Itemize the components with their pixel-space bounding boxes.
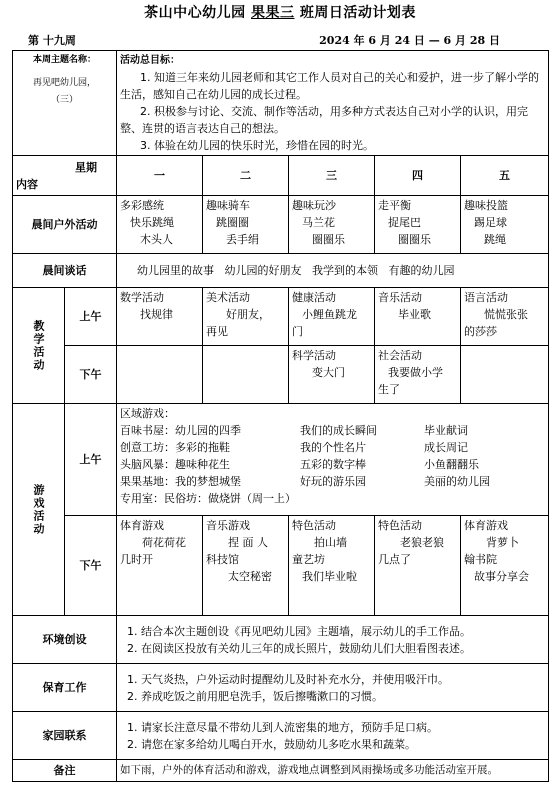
day-tue: 二 xyxy=(203,156,289,196)
games-pm-row xyxy=(13,516,549,616)
outdoor-item: 圈圈乐 xyxy=(398,233,432,246)
area-item: 毕业献词 xyxy=(424,424,469,437)
games-pm-thu xyxy=(375,516,461,616)
game-name: 几时开 xyxy=(120,553,154,566)
teaching-pm-wed xyxy=(289,346,375,404)
games-label-text: 游戏活动 xyxy=(32,483,45,536)
home-item: 1. 请家长注意尽量不带幼儿到人流密集的地方，预防手足口病。 xyxy=(127,720,439,734)
outdoor-mon xyxy=(117,196,203,254)
environment-row xyxy=(13,616,549,664)
teaching-am-thu xyxy=(375,288,461,346)
game-name: 几点了 xyxy=(378,553,412,566)
home-item: 2. 请您在家多给幼儿喝白开水，鼓励幼儿多吃水果和蔬菜。 xyxy=(127,737,417,751)
care-item: 2. 养成吃饭之前用肥皂洗手，饭后擦嘴漱口的习惯。 xyxy=(127,689,384,703)
care-label: 保育工作 xyxy=(13,664,117,712)
game-name: 科技馆 xyxy=(206,553,240,566)
teaching-pm-thu xyxy=(375,346,461,404)
area-item: 好玩的游乐园 xyxy=(300,475,367,488)
area-games-cell xyxy=(117,404,549,516)
outdoor-item: 快乐跳绳 xyxy=(130,216,175,229)
care-item: 1. 天气炎热，户外运动时提醒幼儿及时补充水分，并使用吸汗巾。 xyxy=(127,672,450,686)
outdoor-item: 踢足球 xyxy=(474,216,508,229)
activity-type: 健康活动 xyxy=(292,291,337,304)
games-label xyxy=(13,404,65,616)
activity-name: 毕业歌 xyxy=(398,308,432,321)
activity-name: 小鲤鱼跳龙 xyxy=(302,308,358,321)
day-fri: 五 xyxy=(461,156,549,196)
week-line xyxy=(20,32,540,48)
games-pm-label: 下午 xyxy=(65,516,117,616)
teaching-am-wed xyxy=(289,288,375,346)
game-name: 捏 面 人 xyxy=(228,536,269,549)
outdoor-item: 趣味投篮 xyxy=(464,199,509,212)
outdoor-item: 马兰花 xyxy=(302,216,336,229)
environment-item: 1. 结合本次主题创设《再见吧幼儿园》主题墙，展示幼儿的手工作品。 xyxy=(127,624,472,638)
plan-table xyxy=(12,50,549,782)
teaching-am-mon xyxy=(117,288,203,346)
game-name: 童艺坊 xyxy=(292,553,326,566)
activity-name: 再见 xyxy=(206,325,229,338)
area-row xyxy=(120,422,545,439)
outdoor-item: 趣味骑车 xyxy=(206,199,251,212)
activity-name: 生了 xyxy=(378,383,401,396)
day-header-row xyxy=(13,156,549,196)
outdoor-wed xyxy=(289,196,375,254)
activity-name: 好朋友， xyxy=(226,308,271,321)
class-name: 果果三 xyxy=(251,5,295,21)
outdoor-item: 跳圈圈 xyxy=(216,216,250,229)
area-row xyxy=(120,473,545,490)
area-item: 五彩的数字棒 xyxy=(300,458,367,471)
teaching-pm-row xyxy=(13,346,549,404)
corner-label-top: 星期 xyxy=(75,160,98,174)
notes-label: 备注 xyxy=(13,760,117,782)
game-type: 体育游戏 xyxy=(120,519,165,532)
activity-name: 慌慌张张 xyxy=(484,308,529,321)
theme-name: 再见吧幼儿园， xyxy=(33,78,97,88)
activity-name: 的莎莎 xyxy=(464,325,498,338)
game-name: 荷花荷花 xyxy=(142,536,187,549)
goal-2: 2. 积极参与讨论、交流、制作等活动，用多种方式表达自己对小学的认识，用完整、连贯的语言表达自己的想法。 xyxy=(120,105,529,135)
activity-name: 找规律 xyxy=(140,308,174,321)
outdoor-item: 走平衡 xyxy=(378,199,412,212)
talk-topic: 我学到的本领 xyxy=(312,264,379,277)
activity-name: 变大门 xyxy=(312,366,346,379)
area-item: 小鱼翻翻乐 xyxy=(424,458,480,471)
game-type: 音乐游戏 xyxy=(206,519,251,532)
outdoor-item: 跳绳 xyxy=(484,233,507,246)
talk-topics xyxy=(117,254,549,288)
day-thu: 四 xyxy=(375,156,461,196)
goal-3: 3. 体验在幼儿园的快乐时光，珍惜在园的时光。 xyxy=(140,139,375,152)
corner-label-bottom: 内容 xyxy=(16,177,38,191)
teaching-label xyxy=(13,288,65,404)
teaching-am-tue xyxy=(203,288,289,346)
title-suffix: 班周日活动计划表 xyxy=(294,5,416,21)
outdoor-row xyxy=(13,196,549,254)
notes-row xyxy=(13,760,549,782)
outdoor-fri xyxy=(461,196,549,254)
outdoor-item: 木头人 xyxy=(140,233,174,246)
teaching-am-fri xyxy=(461,288,549,346)
home-label: 家园联系 xyxy=(13,712,117,760)
theme-cell xyxy=(13,51,117,156)
talk-row xyxy=(13,254,549,288)
teaching-am-label: 上午 xyxy=(65,288,117,346)
area-title: 区域游戏： xyxy=(120,407,176,420)
outdoor-item: 趣味玩沙 xyxy=(292,199,337,212)
date-range: 2024 年 6 月 24 日 — 6 月 28 日 xyxy=(319,34,500,47)
activity-type: 美术活动 xyxy=(206,291,251,304)
area-item: 创意工坊：多彩的拖鞋 xyxy=(120,441,231,454)
talk-topic: 有趣的幼儿园 xyxy=(388,264,455,277)
teaching-am-row xyxy=(13,288,549,346)
area-item: 美丽的幼儿园 xyxy=(424,475,491,488)
games-pm-mon xyxy=(117,516,203,616)
talk-topic: 幼儿园的好朋友 xyxy=(224,264,302,277)
game-type: 特色活动 xyxy=(378,519,423,532)
activity-type: 数学活动 xyxy=(120,291,165,304)
activity-type: 音乐活动 xyxy=(378,291,423,304)
theme-label: 本周主题名称： xyxy=(33,55,97,65)
outdoor-item: 捉尾巴 xyxy=(388,216,422,229)
teaching-pm-fri xyxy=(461,346,549,404)
game-name: 背萝卜 xyxy=(486,536,520,549)
area-item: 成长周记 xyxy=(424,441,469,454)
game-name: 拍山墙 xyxy=(314,536,348,549)
game-name: 我们毕业啦 xyxy=(302,570,358,583)
teaching-pm-mon xyxy=(117,346,203,404)
game-type: 特色活动 xyxy=(292,519,337,532)
outdoor-tue xyxy=(203,196,289,254)
games-pm-fri xyxy=(461,516,549,616)
notes-text: 如下雨，户外的体育活动和游戏，游戏地点调整到风雨操场或多功能活动室开展。 xyxy=(117,760,549,782)
goals-title: 活动总目标： xyxy=(120,55,181,66)
theme-num: （三） xyxy=(51,95,79,105)
title-prefix: 茶山中心幼儿园 xyxy=(144,5,251,21)
goals-cell xyxy=(117,51,549,156)
teaching-pm-tue xyxy=(203,346,289,404)
theme-row xyxy=(13,51,549,156)
area-row xyxy=(120,439,545,456)
game-type: 体育游戏 xyxy=(464,519,509,532)
week-label: 第 十九周 xyxy=(28,34,76,47)
games-pm-wed xyxy=(289,516,375,616)
outdoor-item: 丢手绢 xyxy=(226,233,260,246)
outdoor-item: 多彩感统 xyxy=(120,199,165,212)
game-name: 老狼老狼 xyxy=(400,536,445,549)
area-item: 我们的成长瞬间 xyxy=(300,424,378,437)
page-title xyxy=(0,2,560,22)
area-item: 百味书屋：幼儿园的四季 xyxy=(120,424,242,437)
area-item: 我的个性名片 xyxy=(300,441,367,454)
environment-label: 环境创设 xyxy=(13,616,117,664)
environment-cell xyxy=(117,616,549,664)
home-cell xyxy=(117,712,549,760)
area-item: 头脑风暴：趣味种花生 xyxy=(120,458,231,471)
day-mon: 一 xyxy=(117,156,203,196)
game-name: 翰书院 xyxy=(464,553,498,566)
outdoor-item: 圈圈乐 xyxy=(312,233,346,246)
teaching-label-text: 教学活动 xyxy=(32,319,45,372)
goal-1: 1. 知道三年来幼儿园老师和其它工作人员对自己的关心和爱护，进一步了解小学的生活，感知自己在幼儿园的成长过程。 xyxy=(120,71,540,101)
activity-name: 我要做小学 xyxy=(388,366,444,379)
talk-label: 晨间谈话 xyxy=(13,254,117,288)
games-am-row xyxy=(13,404,549,516)
home-row xyxy=(13,712,549,760)
area-item: 果果基地：我的梦想城堡 xyxy=(120,475,242,488)
game-name: 太空秘密 xyxy=(228,570,273,583)
care-row xyxy=(13,664,549,712)
area-row xyxy=(120,456,545,473)
games-pm-tue xyxy=(203,516,289,616)
outdoor-label: 晨间户外活动 xyxy=(13,196,117,254)
teaching-pm-label: 下午 xyxy=(65,346,117,404)
talk-topic: 幼儿园里的故事 xyxy=(137,264,215,277)
special-room: 专用室：民俗坊：做烧饼（周一上） xyxy=(120,492,297,505)
day-header-corner xyxy=(13,156,117,196)
activity-name: 门 xyxy=(292,325,304,338)
care-cell xyxy=(117,664,549,712)
environment-item: 2. 在阅读区投放有关幼儿三年的成长照片，鼓励幼儿们大胆看图表述。 xyxy=(127,641,472,655)
activity-type: 科学活动 xyxy=(292,349,337,362)
outdoor-thu xyxy=(375,196,461,254)
activity-type: 语言活动 xyxy=(464,291,509,304)
activity-type: 社会活动 xyxy=(378,349,423,362)
games-am-label: 上午 xyxy=(65,404,117,516)
day-wed: 三 xyxy=(289,156,375,196)
game-name: 故事分享会 xyxy=(474,570,530,583)
